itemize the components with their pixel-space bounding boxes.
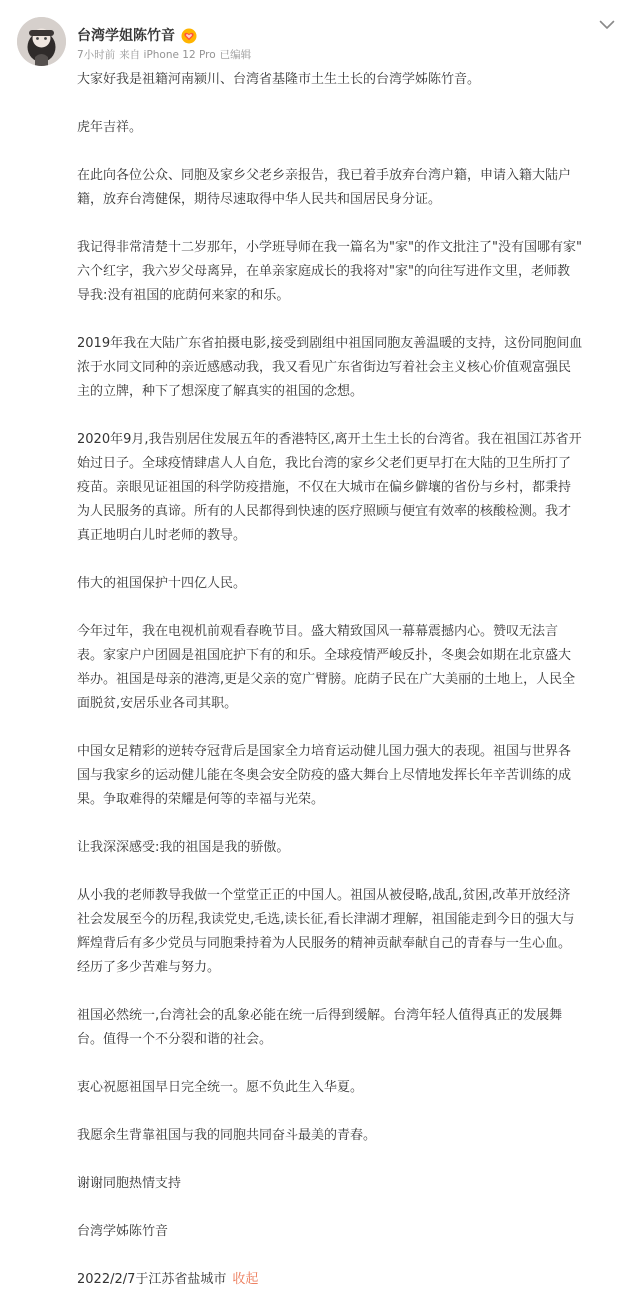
paragraph: 大家好我是祖籍河南颍川、台湾省基隆市土生土长的台湾学姊陈竹音。 [77, 72, 481, 87]
paragraph: 虎年吉祥。 [77, 120, 143, 135]
paragraph: 我记得非常清楚十二岁那年，小学班导师在我一篇名为"家"的作文批注了"没有国哪有家" 六个红字，我六岁父母离异，在单亲家庭成长的我将对"家"的向往写进作文里，老师教 导我:没有祖国的庇荫何来家的和乐。 [77, 240, 582, 303]
paragraph: 从小我的老师教导我做一个堂堂正正的中国人。祖国从被侵略,战乱,贫困,改革开放经济 社会发展至今的历程,我读党史,毛选,读长征,看长津湖才理解，祖国能走到今日的强大与 辉煌背后有多少党员与同胞秉持着为人民服务的精神贡献奉献自己的青春与一生心血。 经历了多少苦难与努力。 [77, 888, 575, 975]
post-meta [77, 47, 577, 63]
paragraph: 衷心祝愿祖国早日完全统一。愿不负此生入华夏。 [77, 1080, 364, 1095]
paragraph: 2019年我在大陆广东省拍摄电影,接受到剧组中祖国同胞友善温暖的支持，这份同胞间血 浓于水同文同种的亲近感感动我，我又看见广东省街边写着社会主义核心价值观富强民 主的立牌，种下了想深度了解真实的祖国的念想。 [77, 336, 583, 399]
avatar[interactable] [17, 17, 66, 66]
paragraph: 今年过年，我在电视机前观看春晚节目。盛大精致国风一幕幕震撼内心。赞叹无法言 表。家家户户团圆是祖国庇护下有的和乐。全球疫情严峻反扑，冬奥会如期在北京盛大 举办。祖国是母亲的港湾,更是父亲的宽广臂膀。庇荫子民在广大美丽的土地上，人民全 面脱贫,安居乐业各司其职。 [77, 624, 576, 711]
paragraph: 谢谢同胞热情支持 [77, 1176, 182, 1191]
date-location: 2022/2/7于江苏省盐城市 [77, 1272, 227, 1287]
edited-label[interactable]: 已编辑 [219, 49, 252, 61]
avatar-image [17, 17, 66, 66]
vip-heart-icon[interactable] [181, 28, 197, 44]
chevron-down-icon [599, 20, 615, 30]
paragraph: 2020年9月,我告别居住发展五年的香港特区,离开土生土长的台湾省。我在祖国江苏省开 始过日子。全球疫情肆虐人人自危，我比台湾的家乡父老们更早打在大陆的卫生所打了 疫苗。亲眼见证祖国的科学防疫措施，不仅在大城市在偏乡僻壤的省份与乡村，都秉持 为人民服务的真谛。所有的人民都得到快速的医疗照顾与便宜有效率的核酸检测。我才 真正地明白儿时老师的教导。 [77, 432, 582, 543]
paragraph: 中国女足精彩的逆转夺冠背后是国家全力培育运动健儿国力强大的表现。祖国与世界各 国与我家乡的运动健儿能在冬奥会安全防疫的盛大舞台上尽情地发挥长年辛苦训练的成 果。争取难得的荣耀是何等的幸福与光荣。 [77, 744, 572, 807]
paragraph: 伟大的祖国保护十四亿人民。 [77, 576, 247, 591]
paragraph: 祖国必然统一,台湾社会的乱象必能在统一后得到缓解。台湾年轻人值得真正的发展舞 台。值得一个不分裂和谐的社会。 [77, 1008, 563, 1047]
paragraph: 让我深深感受:我的祖国是我的骄傲。 [77, 840, 290, 855]
post-time[interactable]: 7小时前 [77, 49, 116, 61]
user-row [77, 26, 577, 46]
post-footer [77, 1268, 258, 1292]
author-name[interactable]: 台湾学姐陈竹音 [77, 28, 175, 44]
post-source: 来自 iPhone 12 Pro [119, 49, 216, 61]
post-menu-button[interactable] [596, 14, 618, 36]
post-body [77, 68, 625, 1268]
collapse-link[interactable]: 收起 [232, 1272, 259, 1287]
paragraph: 在此向各位公众、同胞及家乡父老乡亲报告，我已着手放弃台湾户籍，申请入籍大陆户 籍，放弃台湾健保，期待尽速取得中华人民共和国居民身分证。 [77, 168, 572, 207]
paragraph: 台湾学姊陈竹音 [77, 1224, 169, 1239]
paragraph: 我愿余生背靠祖国与我的同胞共同奋斗最美的青春。 [77, 1128, 377, 1143]
post-header [77, 26, 577, 63]
